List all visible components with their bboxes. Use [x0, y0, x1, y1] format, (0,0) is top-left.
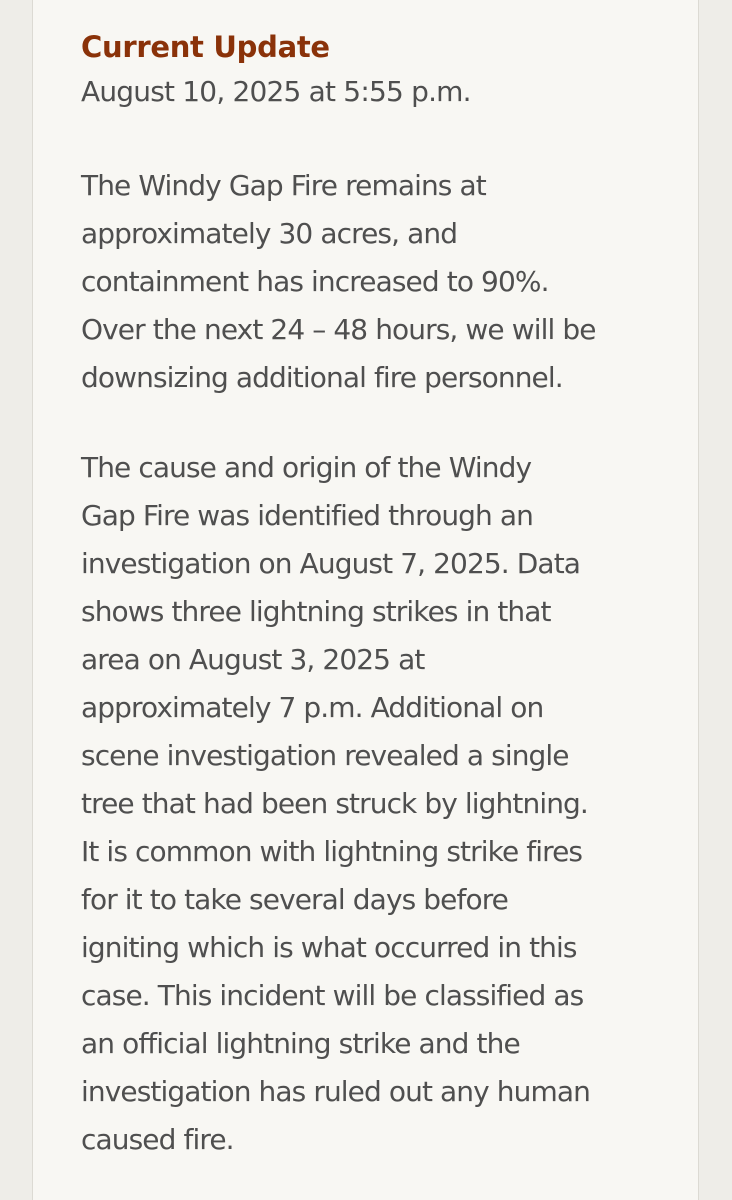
update-paragraph-status: The Windy Gap Fire remains at approximately 30 acres, and containment has increased to 90%. Over the next 24 – 48 hours, we will be downsizing additional fire personnel.: [81, 169, 596, 394]
update-card: [32, 0, 699, 1200]
update-date: August 10, 2025 at 5:55 p.m.: [81, 75, 471, 108]
update-paragraph-cause: The cause and origin of the Windy Gap Fire was identified through an investigation on August 7, 2025. Data shows three lightning strikes in that area on August 3, 2025 at approximately 7 p.m. Additional on scene investigation revealed a single tree that had been struck by lightning. It is common with lightning strike fires for it to take several days before igniting which is what occurred in this case. This incident will be classified as an official lightning strike and the investigation has ruled out any human caused fire.: [81, 451, 590, 1156]
update-heading: Current Update: [81, 30, 330, 64]
